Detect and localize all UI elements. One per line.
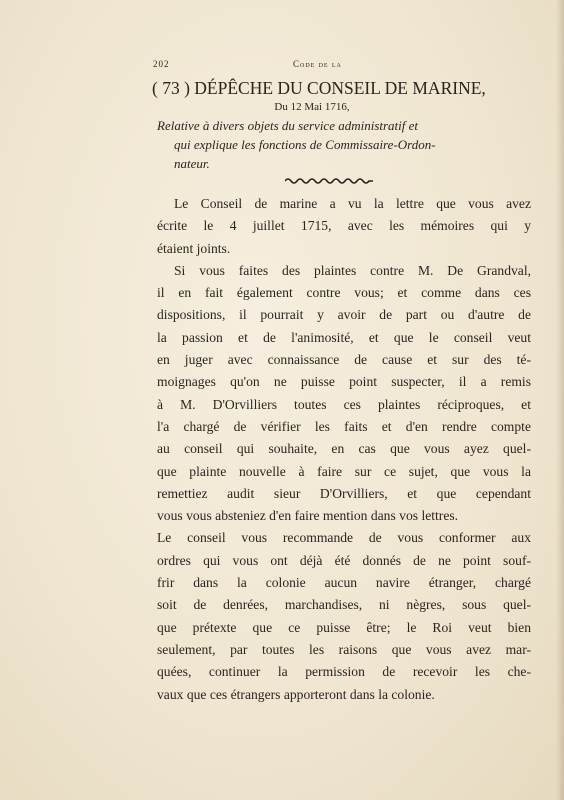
body-text (157, 193, 531, 706)
text-line: ordres qui vous ont déjà été donnés de ne point souf- (157, 552, 531, 568)
text-line: vaux que ces étrangers apporteront dans la colonie. (157, 686, 435, 702)
text-line: que plainte nouvelle à faire sur ce sujet, que vous la (157, 463, 531, 479)
text-line: à M. D'Orvilliers toutes ces plaintes réciproques, et (157, 396, 531, 412)
text-line: l'a chargé de vérifier les faits et d'en rendre compte (157, 418, 531, 434)
text-line: remettiez audit sieur D'Orvilliers, et que cependant (157, 485, 531, 501)
text-line: vous vous absteniez d'en faire mention dans vos lettres. (157, 508, 459, 524)
text-line: écrite le 4 juillet 1715, avec les mémoires qui y (157, 218, 531, 234)
text-line: Le Conseil de marine a vu la lettre que vous avez (174, 196, 531, 211)
text-line: dispositions, il pourrait y avoir de part ou d'autre de (157, 307, 531, 323)
summary (157, 116, 531, 173)
text-line: seulement, par toutes les raisons que vous avez mar- (157, 641, 531, 657)
summary-line: nateur. (174, 156, 210, 171)
text-line: soit de denrées, marchandises, ni nègres, sous quel- (157, 597, 531, 613)
text-line: au conseil qui souhaite, en cas que vous ayez quel- (157, 441, 531, 457)
text-line: quées, continuer la permission de recevoir les che- (157, 664, 531, 680)
text-line: en juger avec connaissance de cause et sur des té- (157, 352, 531, 368)
text-line: la passion et de l'animosité, et que le conseil veut (157, 329, 531, 345)
running-title: Code de la (293, 59, 342, 69)
text-line: Le conseil vous recommande de vous conformer aux (157, 530, 531, 546)
running-head (153, 59, 525, 73)
divider-ornament (285, 177, 373, 185)
text-line: frir dans la colonie aucun navire étranger, chargé (157, 575, 531, 591)
text-line: il en fait également contre vous; et comme dans ces (157, 285, 531, 301)
text-line: étaient joints. (157, 240, 231, 256)
text-line: moignages qu'on ne puisse point suspecter, il a remis (157, 374, 531, 390)
text-line: Si vous faites des plaintes contre M. De Grandval, (174, 262, 531, 278)
document-heading: ( 73 ) DÉPÊCHE DU CONSEIL DE MARINE, (152, 78, 486, 98)
text-line: que prétexte que ce puisse être; le Roi veut bien (157, 619, 531, 635)
summary-line: Relative à divers objets du service administratif et (157, 118, 419, 133)
page-edge-shadow (556, 0, 564, 800)
summary-line: qui explique les fonctions de Commissaire-Ordon- (174, 137, 436, 152)
page-number: 202 (153, 59, 170, 69)
date-line: Du 12 Mai 1716, (274, 101, 350, 113)
